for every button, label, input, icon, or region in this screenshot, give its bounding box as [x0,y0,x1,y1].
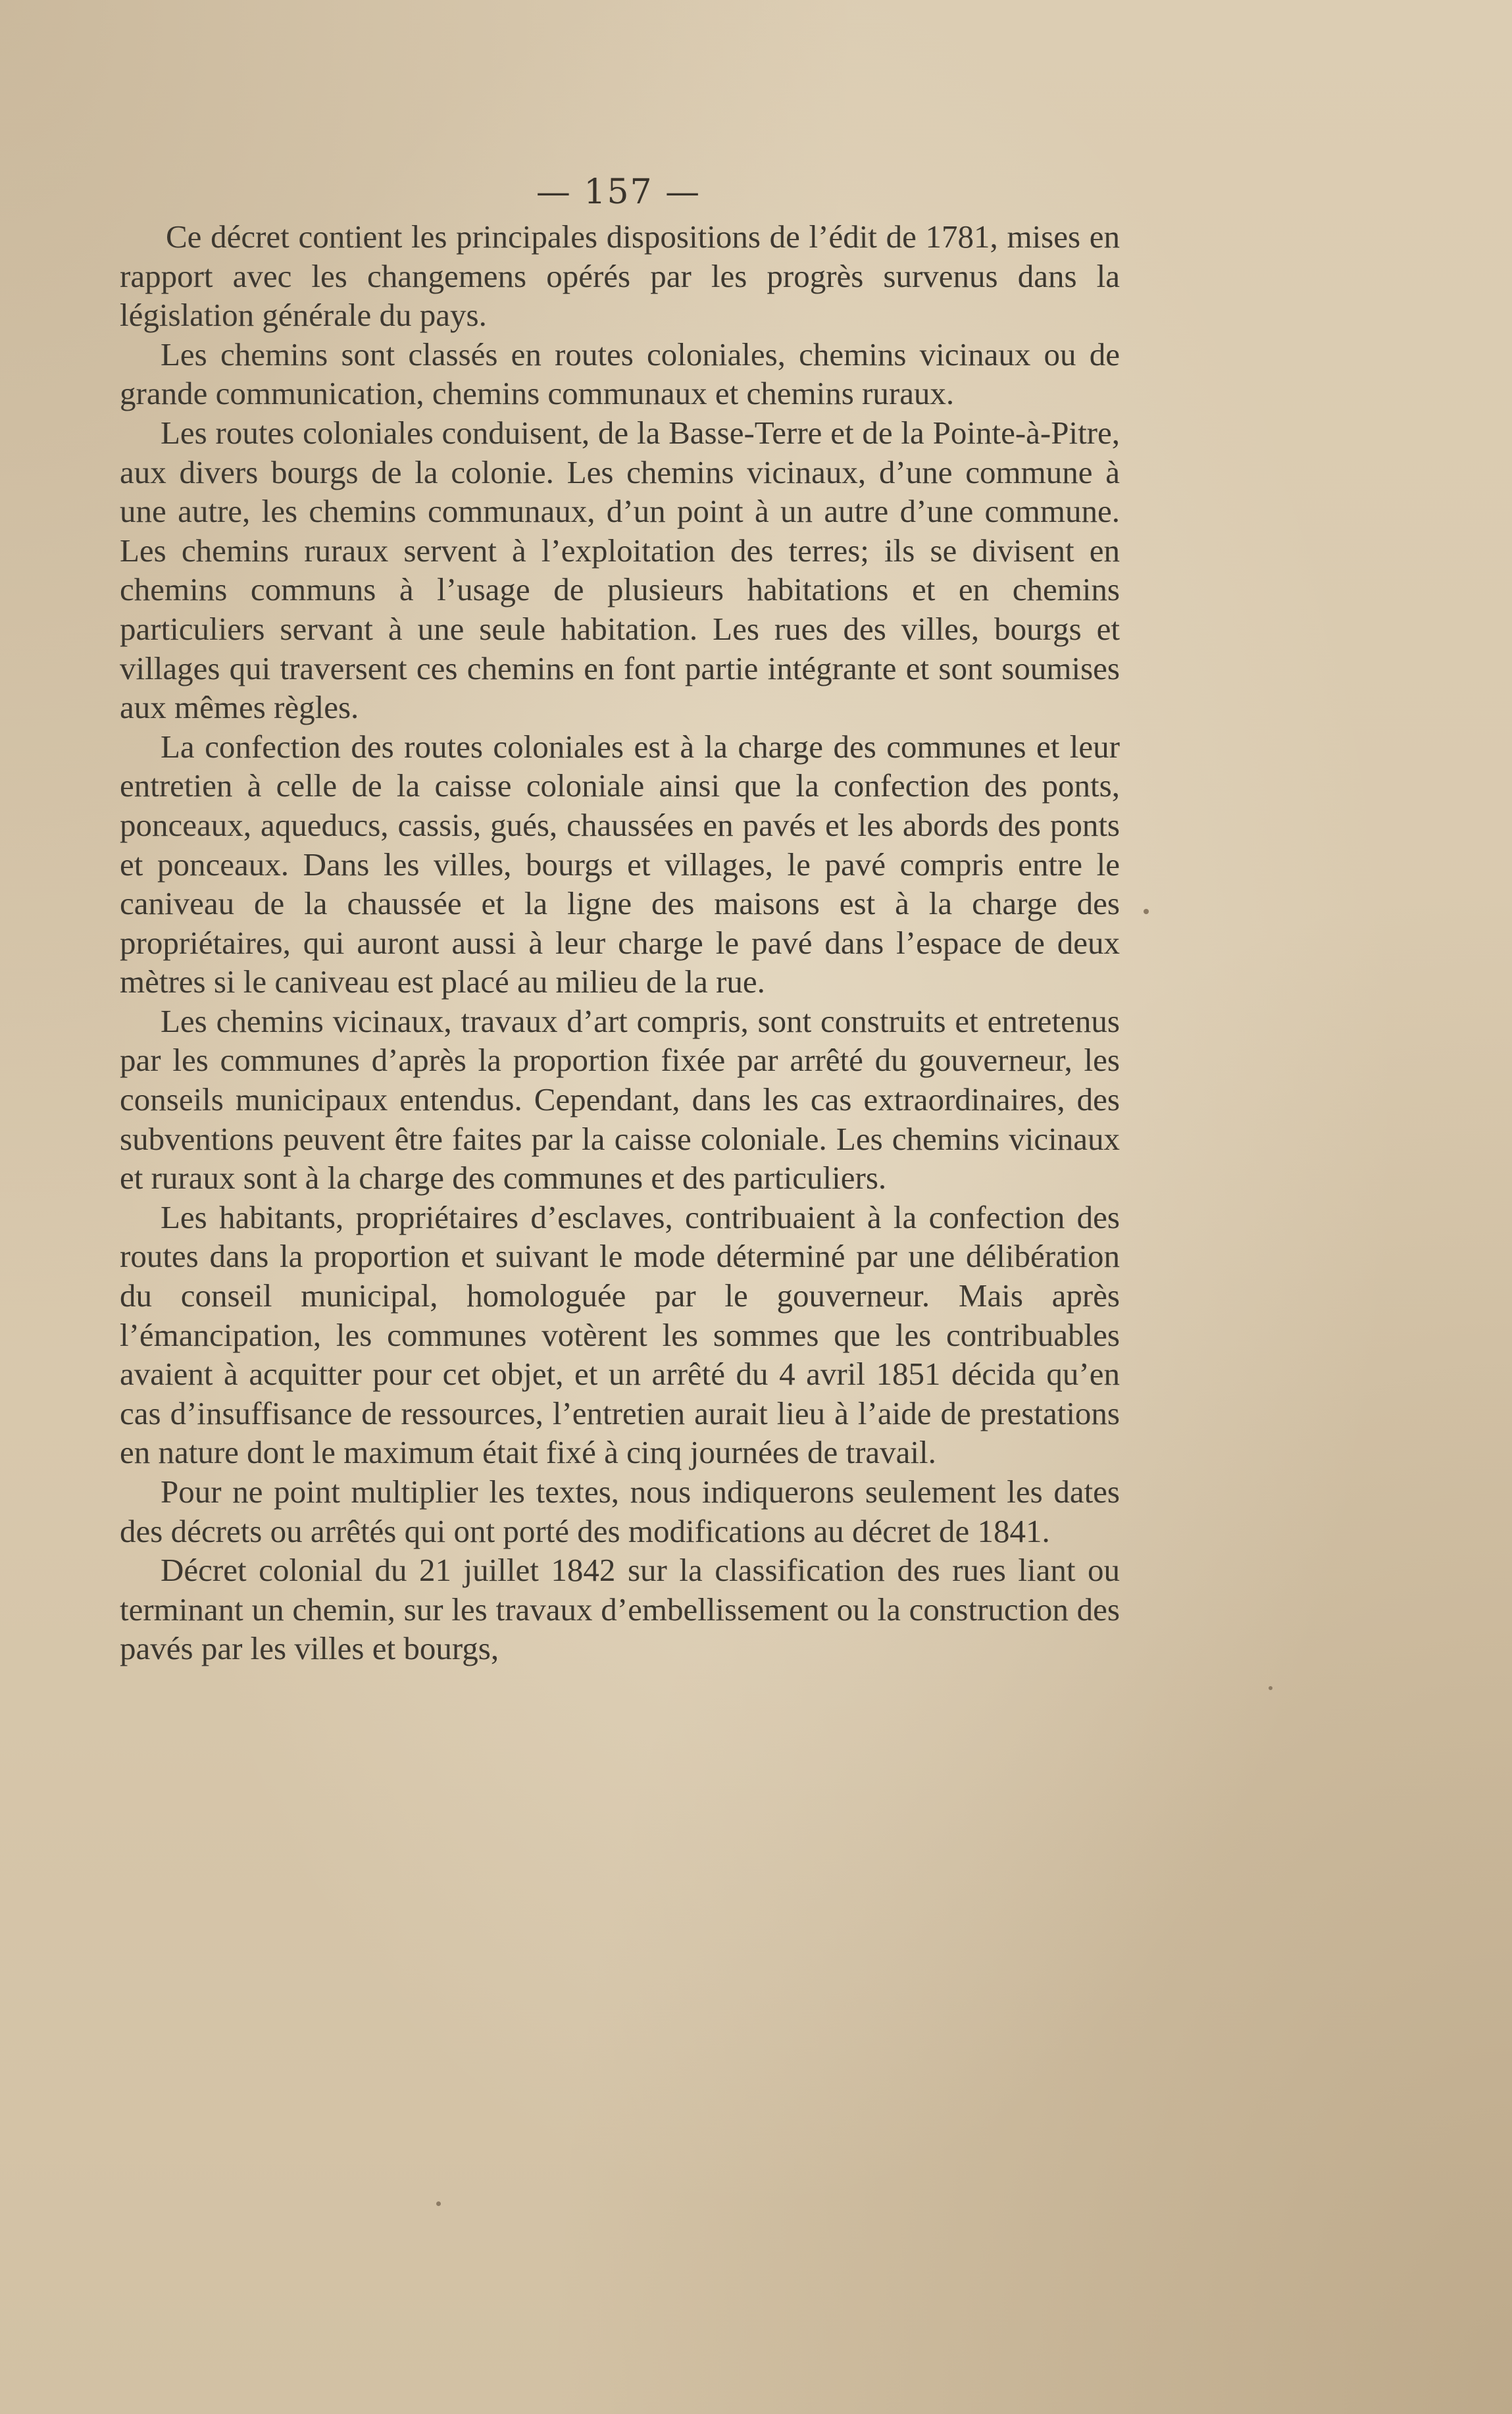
paper-speck [1269,1686,1273,1690]
paragraph: Ce décret contient les principales dispositions de l’édit de 1781, mises en rapport avec les changemens opérés par les progrès survenus dans la législation générale du pays. [120,218,1120,334]
paragraph: Les habitants, propriétaires d’esclaves, contribuaient à la confection des routes dans la proportion et suivant le mode déterminé par une délibération du conseil municipal, homologuée par le gouverneur. Mais après l’émancipation, les communes votèrent les sommes que les contribuables avaient à acquitter pour cet objet, et un arrêté du 4 avril 1851 décida qu’en cas d’insuffisance de ressources, l’entretien aurait lieu à l’aide de prestations en nature dont le maximum était fixé à cinq journées de travail. [120,1198,1120,1471]
body-text [120,217,1120,1668]
paragraph: Pour ne point multiplier les textes, nous indiquerons seulement les dates des décrets ou arrêtés qui ont porté des modifications au décret de 1841. [120,1474,1120,1549]
paragraph: Les routes coloniales conduisent, de la Basse-Terre et de la Pointe-à-Pitre, aux divers bourgs de la colonie. Les chemins vicinaux, d’une commune à une autre, les chemins communaux, d’un point à un autre d’une commune. Les chemins ruraux servent à l’exploitation des terres; ils se divisent en chemins communs à l’usage de plusieurs habitations et en chemins particuliers servant à une seule habitation. Les rues des villes, bourgs et villages qui traversent ces chemins en font partie intégrante et sont soumises aux mêmes règles. [120,414,1120,726]
page-number: — 157 — [536,172,701,212]
paragraph: Les chemins sont classés en routes coloniales, chemins vicinaux ou de grande communication, chemins communaux et chemins ruraux. [120,336,1120,412]
paper-speck [1144,909,1149,914]
paragraph: Décret colonial du 21 juillet 1842 sur la classification des rues liant ou terminant un chemin, sur les travaux d’embellissement ou la construction des pavés par les villes et bourgs, [120,1552,1120,1667]
paragraph: La confection des routes coloniales est à la charge des communes et leur entretien à celle de la caisse coloniale ainsi que la confection des ponts, ponceaux, aqueducs, cassis, gués, chaussées en pavés et les abords des ponts et ponceaux. Dans les villes, bourgs et villages, le pavé compris entre le caniveau de la chaussée et la ligne des maisons est à la charge des propriétaires, qui auront aussi à leur charge le pavé dans l’espace de deux mètres si le caniveau est placé au milieu de la rue. [120,728,1120,1000]
paper-speck [436,2201,441,2206]
paragraph: Les chemins vicinaux, travaux d’art compris, sont construits et entretenus par les communes d’après la proportion fixée par arrêté du gouverneur, les conseils municipaux entendus. Cependant, dans les cas extraordinaires, des subventions peuvent être faites par la caisse coloniale. Les chemins vicinaux et ruraux sont à la charge des communes et des particuliers. [120,1002,1120,1196]
